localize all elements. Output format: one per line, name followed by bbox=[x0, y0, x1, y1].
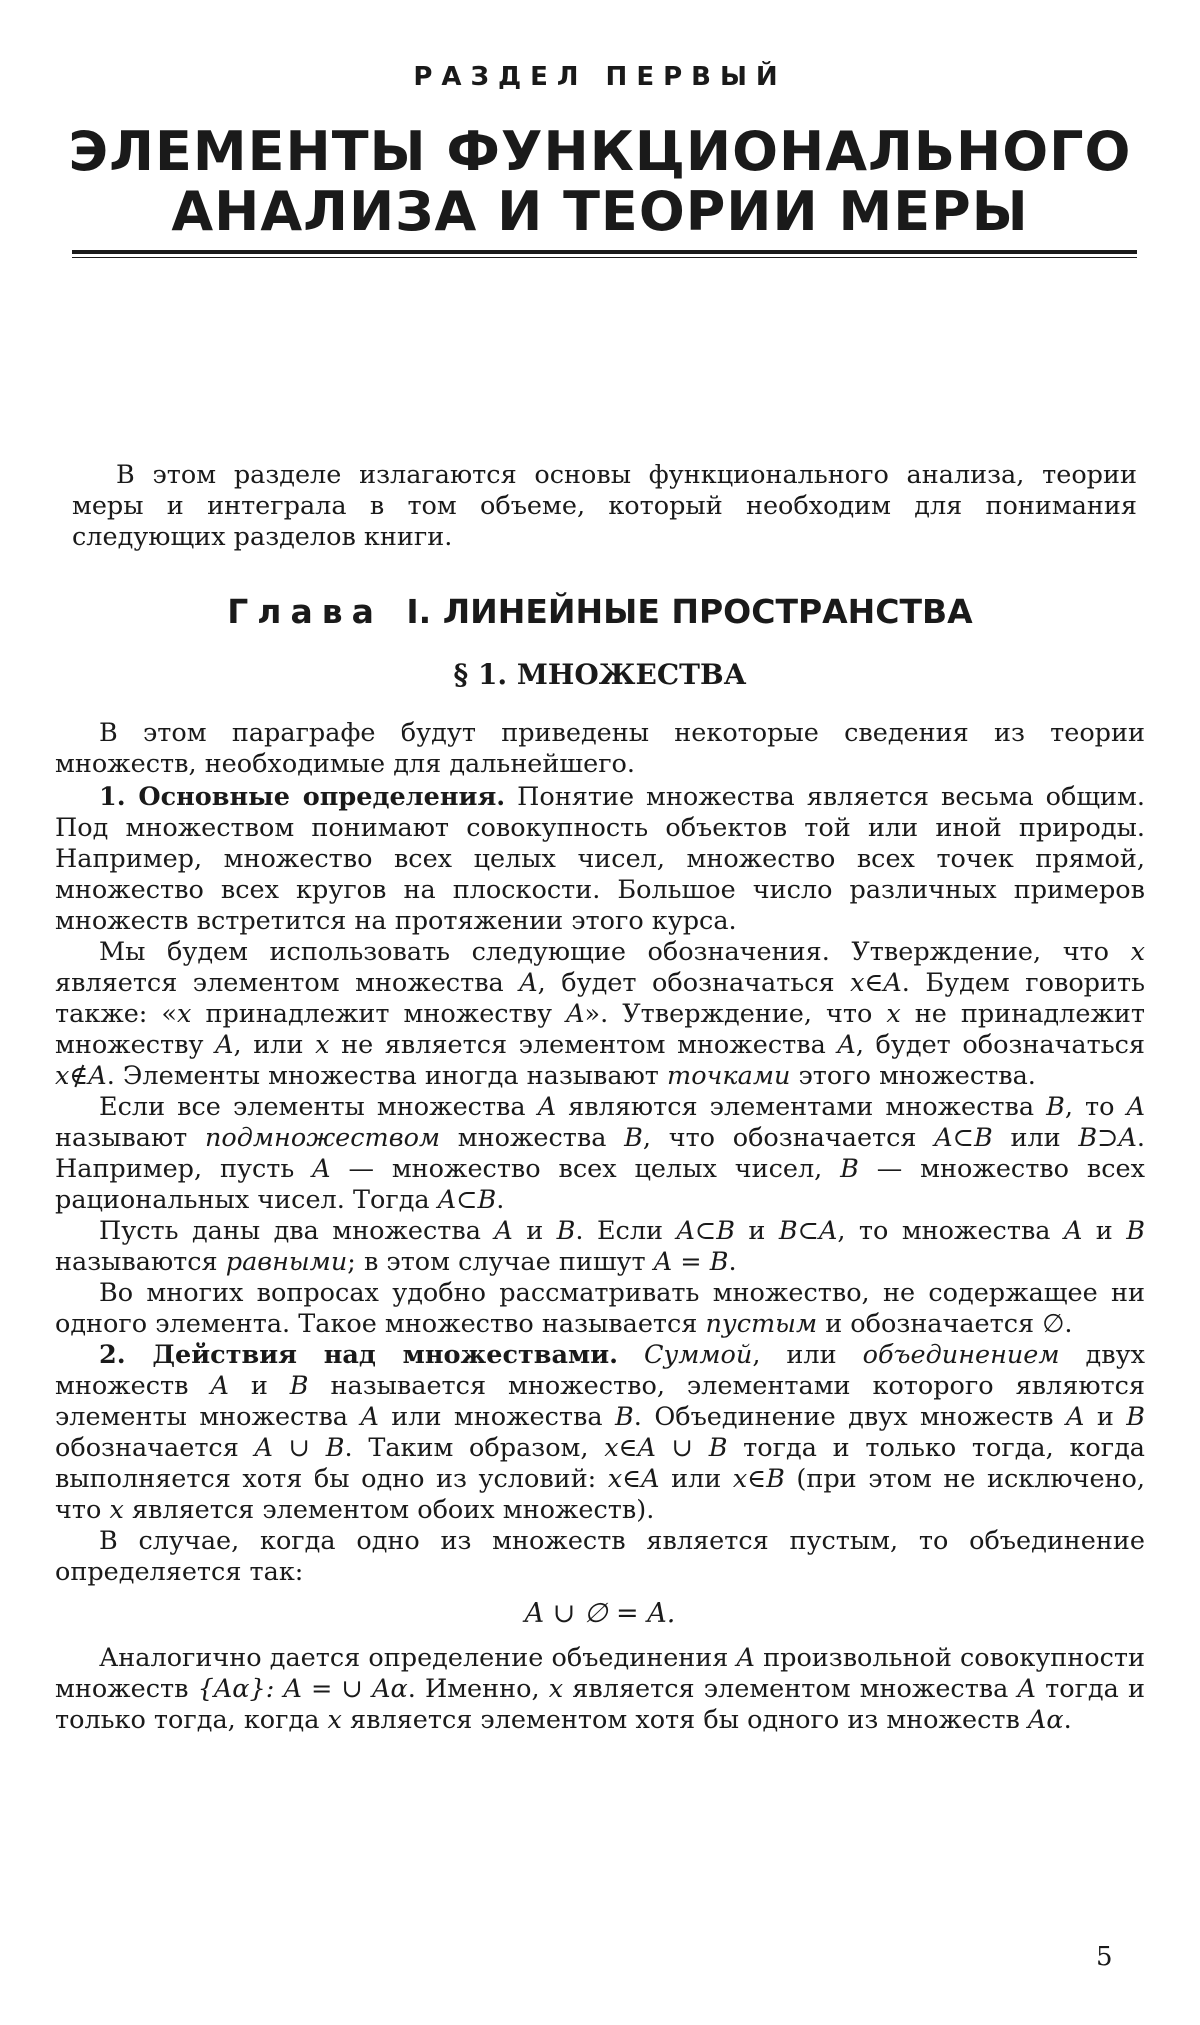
title-line-1: ЭЛЕМЕНТЫ ФУНКЦИОНАЛЬНОГО bbox=[0, 122, 1200, 182]
paragraph-subset: Если все элементы множества A являются элементами множества B, то A называют подмножеством множества B, что обозначается A⊂B или B⊃A. Например, пусть A — множество всех целых чисел, B — множество всех рациональных чисел. Тогда A⊂B. bbox=[55, 1092, 1145, 1216]
chapter-title: ЛИНЕЙНЫЕ ПРОСТРАНСТВА bbox=[443, 592, 973, 631]
chapter-prefix: Глава bbox=[227, 592, 383, 631]
term-equal: равными bbox=[226, 1247, 348, 1277]
paragraph-empty-set: Во многих вопросах удобно рассматривать множество, не содержащее ни одного элемента. Такое множество называется пустым и обозначается ∅. bbox=[55, 1278, 1145, 1340]
paragraph-notation: Мы будем использовать следующие обозначения. Утверждение, что x является элементом множества A, будет обозначаться x∈A. Будем говорить также: «x принадлежит множеству A». Утверждение, что x не принадлежит множеству A, или x не является элементом множества A, будет обозначаться x∉A. Элементы множества иногда называют точками этого множества. bbox=[55, 937, 1145, 1092]
chapter-heading bbox=[0, 592, 1200, 631]
term-subset: подмножеством bbox=[205, 1123, 440, 1153]
subsection-heading-1: 1. Основные определения. bbox=[99, 782, 505, 812]
section-intro: В этом разделе излагаются основы функционального анализа, теории меры и интеграла в том объеме, который необходим для понимания следующих разделов книги. bbox=[72, 460, 1137, 553]
subsection-heading-2: 2. Действия над множествами. bbox=[99, 1340, 618, 1370]
term-points: точками bbox=[667, 1061, 790, 1091]
main-title bbox=[0, 122, 1200, 242]
formula-union-empty: A ∪ ∅ = A. bbox=[55, 1598, 1145, 1629]
paragraph-basic-definitions: 1. Основные определения. Понятие множества является весьма общим. Под множеством понимают совокупность объектов той или иной природы. Например, множество всех целых чисел, множество всех точек прямой, множество всех кругов на плоскости. Большое число различных примеров множеств встретится на протяжении этого курса. bbox=[55, 782, 1145, 937]
page bbox=[0, 0, 1200, 2025]
title-rule-thick bbox=[72, 250, 1137, 254]
paragraph-heading: § 1. МНОЖЕСТВА bbox=[0, 658, 1200, 691]
paragraph-set-operations: 2. Действия над множествами. Суммой, или объединением двух множеств A и B называется множество, элементами которого являются элементы множества A или множества B. Объединение двух множеств A и B обозначается A ∪ B. Таким образом, x∈A ∪ B тогда и только тогда, когда выполняется хотя бы одно из условий: x∈A или x∈B (при этом не исключено, что x является элементом обоих множеств). bbox=[55, 1340, 1145, 1526]
page-number: 5 bbox=[1096, 1942, 1113, 1972]
section-label: РАЗДЕЛ ПЕРВЫЙ bbox=[0, 62, 1200, 92]
paragraph-arbitrary-union: Аналогично дается определение объединения A произвольной совокупности множеств {Aα}: A = ∪ Aα. Именно, x является элементом множества A тогда и только тогда, когда x является элементом хотя бы одного из множеств Aα. bbox=[55, 1643, 1145, 1736]
paragraph-1: В этом параграфе будут приведены некоторые сведения из теории множеств, необходимые для дальнейшего. bbox=[55, 718, 1145, 780]
title-line-2: АНАЛИЗА И ТЕОРИИ МЕРЫ bbox=[0, 182, 1200, 242]
title-rule-thin bbox=[72, 257, 1137, 258]
chapter-number: I. bbox=[406, 592, 431, 631]
body-text bbox=[55, 718, 1145, 1736]
term-empty: пустым bbox=[706, 1309, 818, 1339]
paragraph-equal-sets: Пусть даны два множества A и B. Если A⊂B и B⊂A, то множества A и B называются равными; в этом случае пишут A = B. bbox=[55, 1216, 1145, 1278]
paragraph-union-empty: В случае, когда одно из множеств является пустым, то объединение определяется так: bbox=[55, 1526, 1145, 1588]
